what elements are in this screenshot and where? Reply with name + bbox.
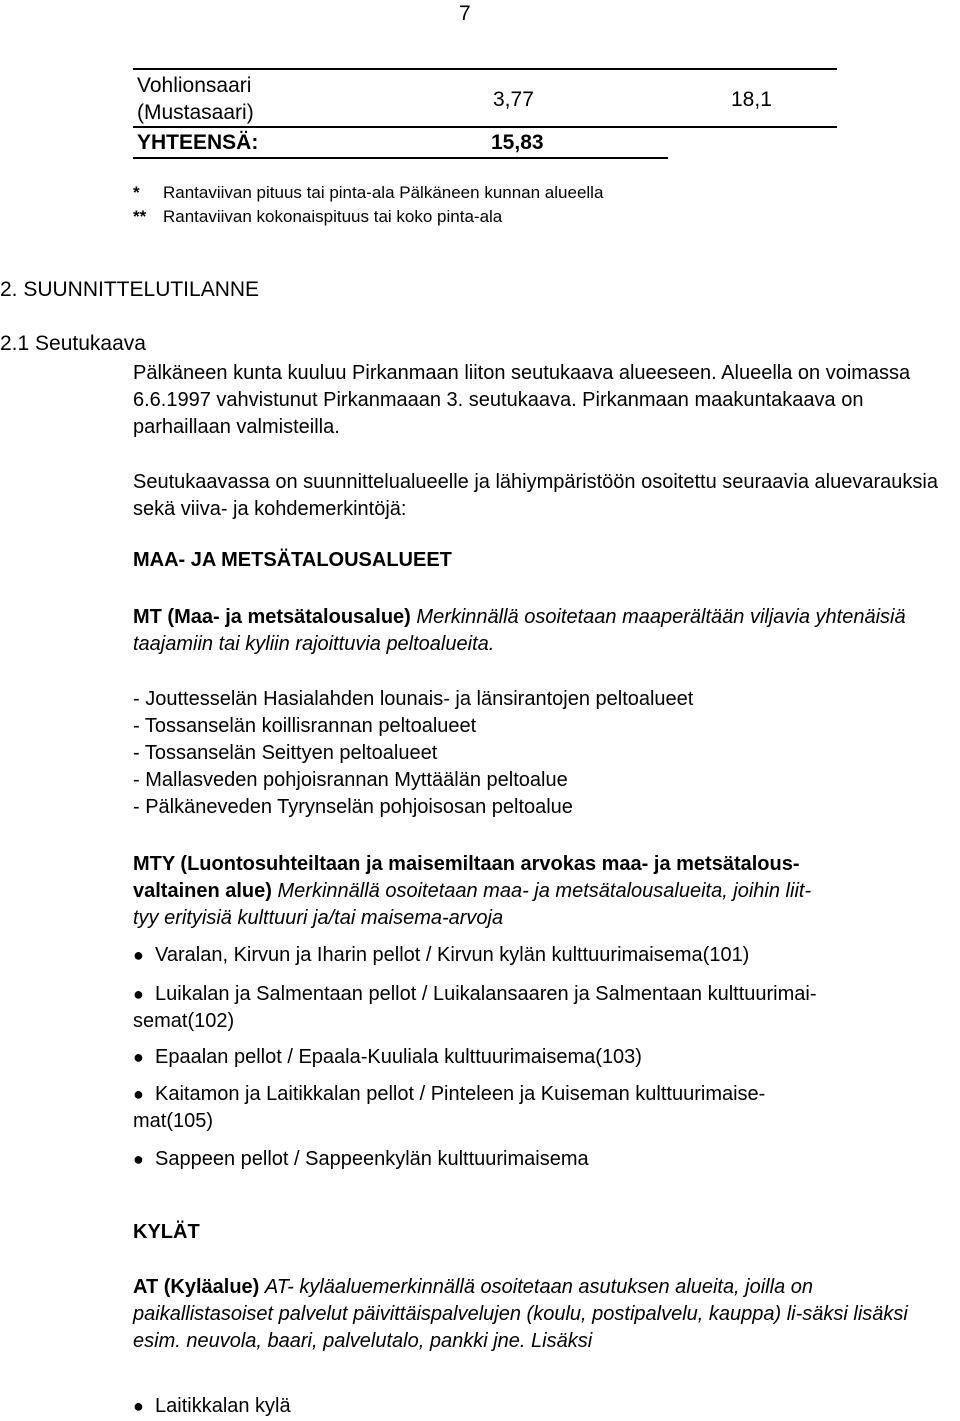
- at-paragraph: [133, 1274, 955, 1355]
- mt-description: Merkinnällä osoitetaan maaperältään viljavia yhtenäisiä taajamiin tai kyliin rajoittuvia peltoalueita.: [133, 606, 906, 655]
- table-rule-top: [133, 68, 837, 70]
- list-item: - Pälkäneveden Tyrynselän pohjoisosan peltoalue: [133, 796, 573, 818]
- note-text: Rantaviivan pituus tai pinta-ala Pälkäneen kunnan alueella: [163, 183, 604, 202]
- bullet-icon: ●: [133, 1149, 144, 1169]
- note-mark: **: [133, 207, 147, 226]
- list-item: - Tossanselän Seittyen peltoalueet: [133, 742, 438, 764]
- maa-heading: MAA- JA METSÄTALOUSALUEET: [133, 549, 452, 571]
- mty-description-line3: tyy erityisiä kulttuuri ja/tai maisema-arvoja: [133, 907, 504, 929]
- mty-paragraph: [133, 851, 943, 932]
- bullet-text-cont: semat(102): [133, 1010, 235, 1032]
- page-number: 7: [459, 2, 471, 25]
- bullet-text: Epaalan pellot / Epaala-Kuuliala kulttuurimaisema(103): [155, 1046, 642, 1068]
- table-rule-bottom: [133, 157, 668, 159]
- table-rule-mid: [133, 126, 837, 128]
- table-total-label: YHTEENSÄ:: [137, 131, 259, 154]
- mty-line2: [133, 878, 943, 905]
- bullet-item: [133, 1146, 943, 1173]
- bullet-text: Sappeen pellot / Sappeenkylän kulttuurimaisema: [155, 1148, 589, 1170]
- subsection-heading: 2.1 Seutukaava: [0, 332, 146, 355]
- at-description: AT- kyläaluemerkinnällä osoitetaan asutuksen alueita, joilla on paikallistasoiset palvelut päivittäispalvelujen (koulu, postipalvelu, kauppa) li-säksi lisäksi esim. neuvola, baari, palvelutalo, pankki jne. Lisäksi: [133, 1276, 908, 1352]
- table-row-name-line1: Vohlionsaari: [137, 74, 252, 97]
- mty-label-line2: valtainen alue): [133, 880, 272, 902]
- kylat-heading: KYLÄT: [133, 1221, 200, 1243]
- note-mark: *: [133, 183, 140, 202]
- table-total-value: 15,83: [491, 131, 544, 154]
- mty-description-line2: Merkinnällä osoitetaan maa- ja metsätalousalueita, joihin liit-: [277, 880, 812, 902]
- bullet-text: Kaitamon ja Laitikkalan pellot / Pinteleen ja Kuiseman kulttuurimaise-: [155, 1083, 766, 1105]
- bullet-text: Luikalan ja Salmentaan pellot / Luikalansaaren ja Salmentaan kulttuurimai-: [155, 983, 817, 1005]
- table-row-value2: 18,1: [731, 88, 772, 111]
- bullet-item: [133, 942, 943, 969]
- note-1: [133, 181, 603, 205]
- section-heading: 2. SUUNNITTELUTILANNE: [0, 278, 260, 301]
- bullet-icon: ●: [133, 1047, 144, 1067]
- note-2: [133, 205, 502, 229]
- table-row-name-line2: (Mustasaari): [137, 101, 254, 124]
- bullet-item: [133, 1081, 943, 1135]
- bullet-item: [133, 1393, 943, 1420]
- bullet-text: Laitikkalan kylä: [155, 1395, 291, 1417]
- list-item: - Tossanselän koillisrannan peltoalueet: [133, 715, 477, 737]
- at-label: AT (Kyläalue): [133, 1276, 260, 1298]
- bullet-text-cont: mat(105): [133, 1110, 214, 1132]
- mty-label-line1: MTY (Luontosuhteiltaan ja maisemiltaan arvokas maa- ja metsätalous-: [133, 853, 800, 875]
- bullet-icon: ●: [133, 984, 144, 1004]
- bullet-icon: ●: [133, 945, 144, 965]
- list-item: - Mallasveden pohjoisrannan Myttäälän peltoalue: [133, 769, 568, 791]
- intro-paragraph: Pälkäneen kunta kuuluu Pirkanmaan liiton seutukaava alueeseen. Alueella on voimassa 6.6.1997 vahvistunut Pirkanmaaan 3. seutukaava. Pirkanmaan maakuntakaava on parhaillaan valmisteilla.: [133, 362, 911, 438]
- note-text: Rantaviivan kokonaispituus tai koko pinta-ala: [163, 207, 503, 226]
- mt-paragraph: [133, 604, 951, 658]
- bullet-text: Varalan, Kirvun ja Iharin pellot / Kirvun kylän kulttuurimaisema(101): [155, 944, 750, 966]
- bullet-icon: ●: [133, 1084, 144, 1104]
- bullet-item: [133, 981, 943, 1035]
- list-item: - Jouttesselän Hasialahden lounais- ja länsirantojen peltoalueet: [133, 688, 694, 710]
- bullet-icon: ●: [133, 1396, 144, 1416]
- table-row-value1: 3,77: [493, 88, 534, 111]
- bullet-item: [133, 1044, 943, 1071]
- seutukaava-paragraph: Seutukaavassa on suunnittelualueelle ja lähiympäristöön osoitettu seuraavia aluevarauksia sekä viiva- ja kohdemerkintöjä:: [133, 471, 938, 520]
- mt-list: [133, 686, 943, 821]
- mt-label: MT (Maa- ja metsätalousalue): [133, 606, 411, 628]
